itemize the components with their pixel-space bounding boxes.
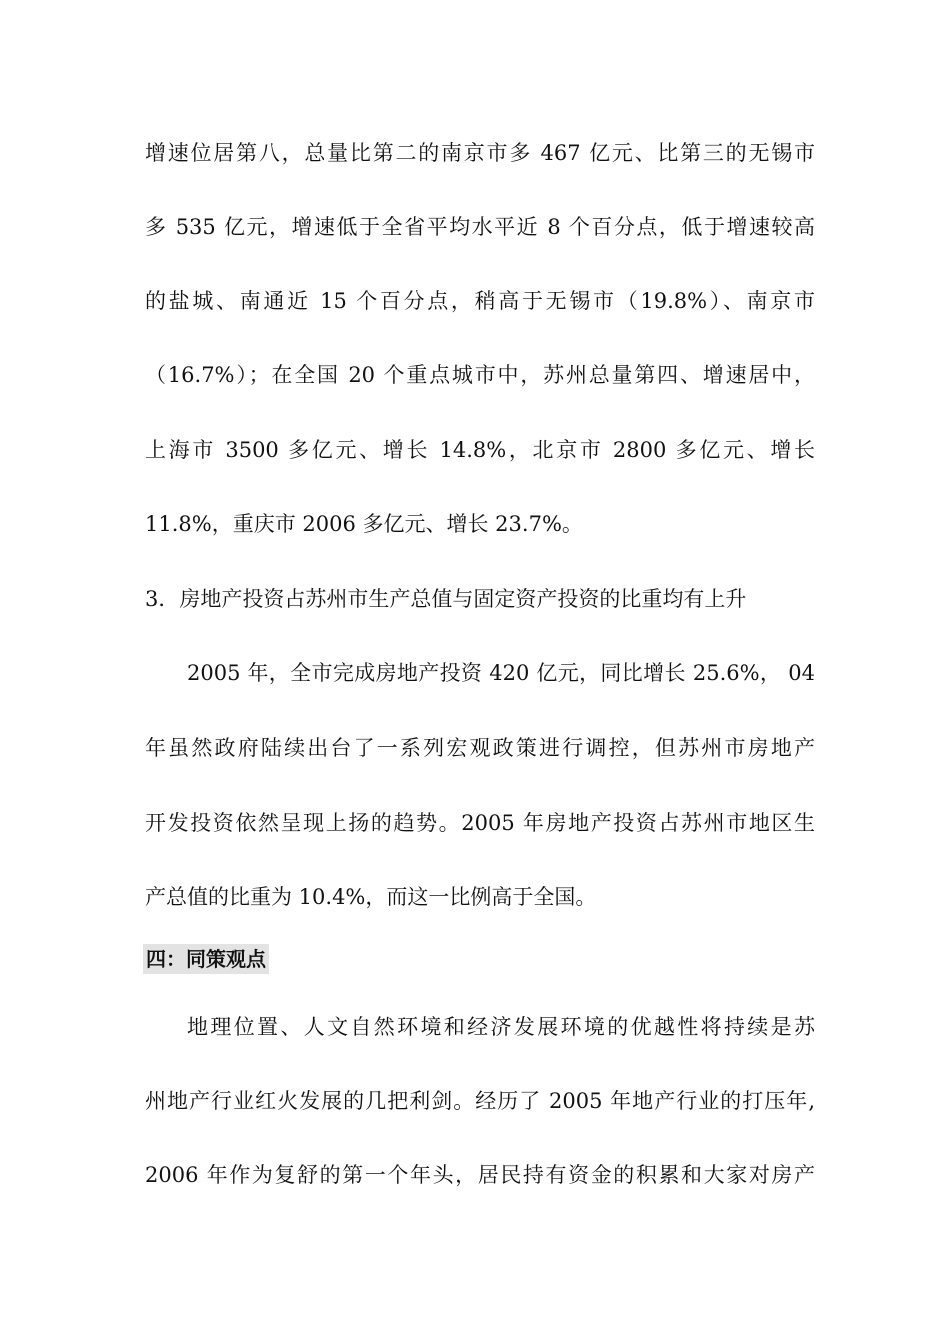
paragraph-3-line-1: 地理位置、人文自然环境和经济发展环境的优越性将持续是苏 — [187, 1015, 815, 1039]
paragraph-3-line-2: 州地产行业红火发展的几把利剑。经历了 2005 年地产行业的打压年, — [145, 1089, 815, 1113]
paragraph-1-line-5: 上海市 3500 多亿元、增长 14.8%，北京市 2800 多亿元、增长 — [145, 438, 815, 462]
paragraph-2-line-3: 开发投资依然呈现上扬的趋势。2005 年房地产投资占苏州市地区生 — [145, 811, 815, 835]
paragraph-1-line-2: 多 535 亿元，增速低于全省平均水平近 8 个百分点，低于增速较高 — [145, 215, 815, 239]
subheading-3: 3．房地产投资占苏州市生产总值与固定资产投资的比重均有上升 — [145, 587, 747, 611]
paragraph-2-line-1: 2005 年，全市完成房地产投资 420 亿元，同比增长 25.6%， 04 — [187, 661, 815, 685]
paragraph-1-line-6: 11.8%，重庆市 2006 多亿元、增长 23.7%。 — [145, 512, 583, 536]
paragraph-2-line-4: 产总值的比重为 10.4%，而这一比例高于全国。 — [145, 885, 597, 909]
paragraph-1-line-1: 增速位居第八，总量比第二的南京市多 467 亿元、比第三的无锡市 — [145, 141, 815, 165]
paragraph-3-line-3: 2006 年作为复舒的第一个年头，居民持有资金的积累和大家对房产 — [145, 1163, 815, 1187]
paragraph-1-line-3: 的盐城、南通近 15 个百分点，稍高于无锡市（19.8%）、南京市 — [145, 289, 815, 313]
paragraph-1-line-4: （16.7%）；在全国 20 个重点城市中，苏州总量第四、增速居中， — [145, 363, 815, 387]
section-4-heading: 四：同策观点 — [143, 944, 269, 974]
paragraph-2-line-2: 年虽然政府陆续出台了一系列宏观政策进行调控，但苏州市房地产 — [145, 736, 815, 760]
